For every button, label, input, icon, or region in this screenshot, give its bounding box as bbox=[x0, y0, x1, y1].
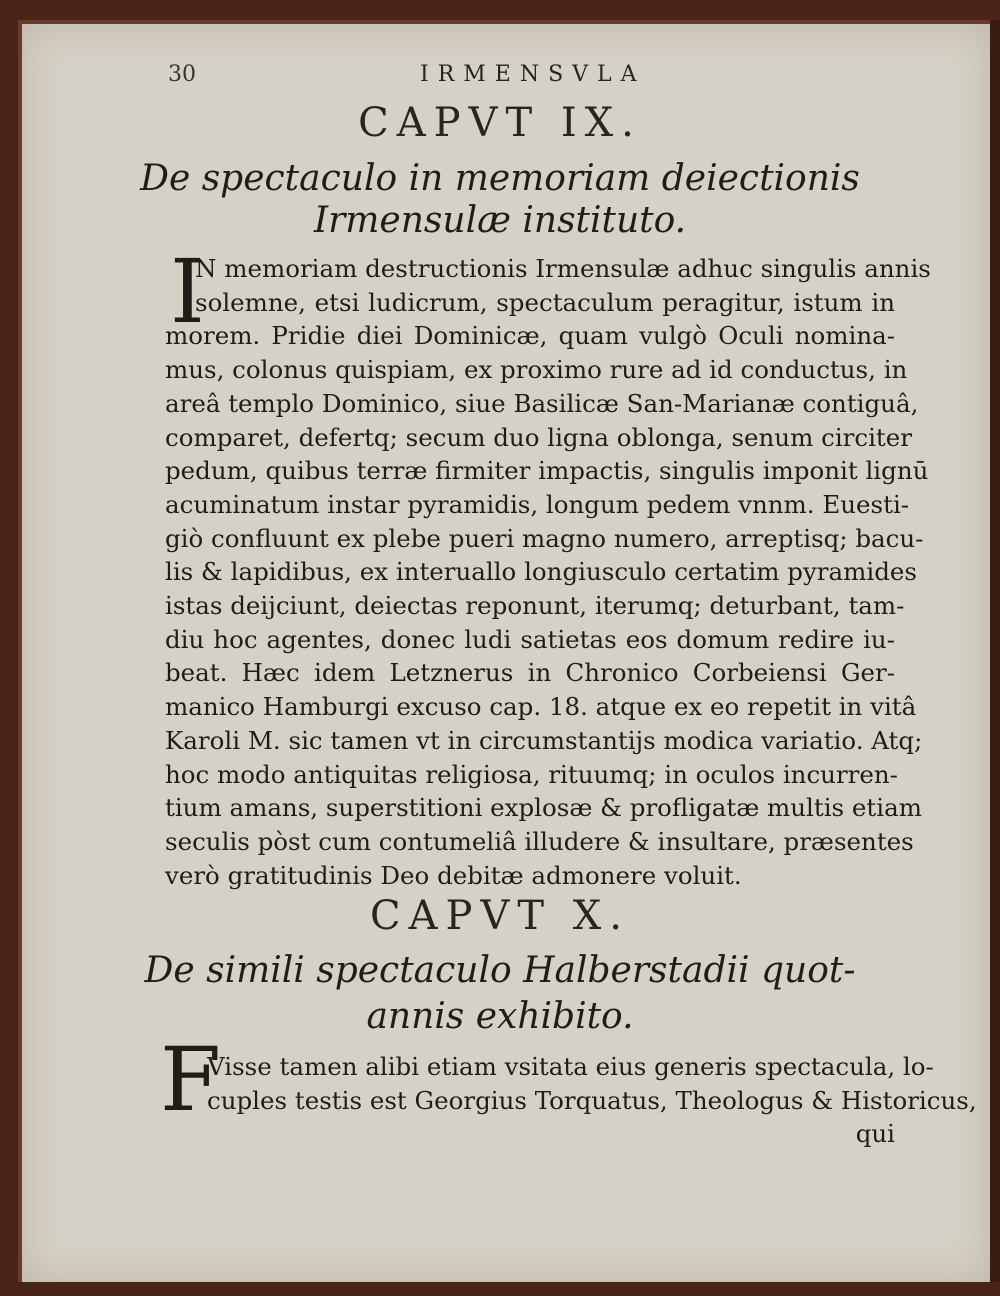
chapter-10-title-line-2: annis exhibito. bbox=[366, 996, 634, 1037]
body-line: manico Hamburgi excuso cap. 18. atque ex eo repetit in vitâ bbox=[165, 692, 917, 722]
body-line: acuminatum instar pyramidis, longum pedem vnnm. Euesti- bbox=[165, 489, 910, 519]
chapter-10-heading: CAPVT X. bbox=[370, 893, 630, 939]
body-line: beat. Hæc idem Letznerus in Chronico Corbeiensi Ger- bbox=[165, 658, 895, 688]
body-line: comparet, defertq; secum duo ligna oblonga, senum circiter bbox=[165, 422, 912, 452]
body-line: solemne, etsi ludicrum, spectaculum peragitur, istum in bbox=[195, 287, 895, 317]
body-line: mus, colonus quispiam, ex proximo rure ad id conductus, in bbox=[165, 355, 908, 385]
body-line: pedum, quibus terræ firmiter impactis, singulis imponit lignū bbox=[165, 456, 929, 486]
chapter-9-heading: CAPVT IX. bbox=[358, 100, 642, 146]
body-line: areâ templo Dominico, siue Basilicæ San-Marianæ contiguâ, bbox=[165, 388, 919, 418]
chapter-9-title-line-1: De spectaculo in memoriam deiectionis bbox=[140, 158, 860, 199]
body-line: Karoli M. sic tamen vt in circumstantijs modica variatio. Atq; bbox=[165, 725, 923, 755]
chapter-10-title-line-1: De simili spectaculo Halberstadii quot- bbox=[144, 950, 856, 991]
body-line: verò gratitudinis Deo debitæ admonere voluit. bbox=[165, 860, 742, 890]
body-line: N memoriam destructionis Irmensulæ adhuc singulis annis bbox=[195, 254, 931, 283]
chapter-9-body bbox=[165, 240, 931, 892]
body-line: morem. Pridie diei Dominicæ, quam vulgò Oculi nomina- bbox=[165, 321, 895, 351]
chapter-9-title-line-2: Irmensulæ instituto. bbox=[313, 200, 687, 241]
body-line: istas deijciunt, deiectas reponunt, iterumq; deturbant, tam- bbox=[165, 591, 905, 621]
body-line: diu hoc agentes, donec ludi satietas eos domum redire iu- bbox=[165, 624, 895, 654]
chapter-10-body bbox=[207, 1050, 977, 1151]
catchword: qui bbox=[855, 1119, 895, 1149]
page-number: 30 bbox=[168, 62, 196, 87]
chapter-9-drop-cap: I bbox=[170, 240, 205, 343]
body-line: lis & lapidibus, ex interuallo longiusculo certatim pyramides bbox=[165, 557, 917, 587]
chapter-10-drop-cap: F bbox=[160, 1028, 222, 1131]
body-line: giò confluunt ex plebe pueri magno numero, arreptisq; bacu- bbox=[165, 523, 924, 553]
running-title: IRMENSVLA bbox=[420, 62, 646, 87]
body-line: hoc modo antiquitas religiosa, rituumq; in oculos incurren- bbox=[165, 759, 898, 789]
body-line: seculis pòst cum contumeliâ illudere & insultare, præsentes bbox=[165, 826, 914, 856]
body-line: Visse tamen alibi etiam vsitata eius generis spectacula, lo- bbox=[207, 1052, 934, 1081]
body-line: tium amans, superstitioni explosæ & profligatæ multis etiam bbox=[165, 793, 922, 823]
body-line: cuples testis est Georgius Torquatus, Theologus & Historicus, bbox=[207, 1085, 977, 1115]
